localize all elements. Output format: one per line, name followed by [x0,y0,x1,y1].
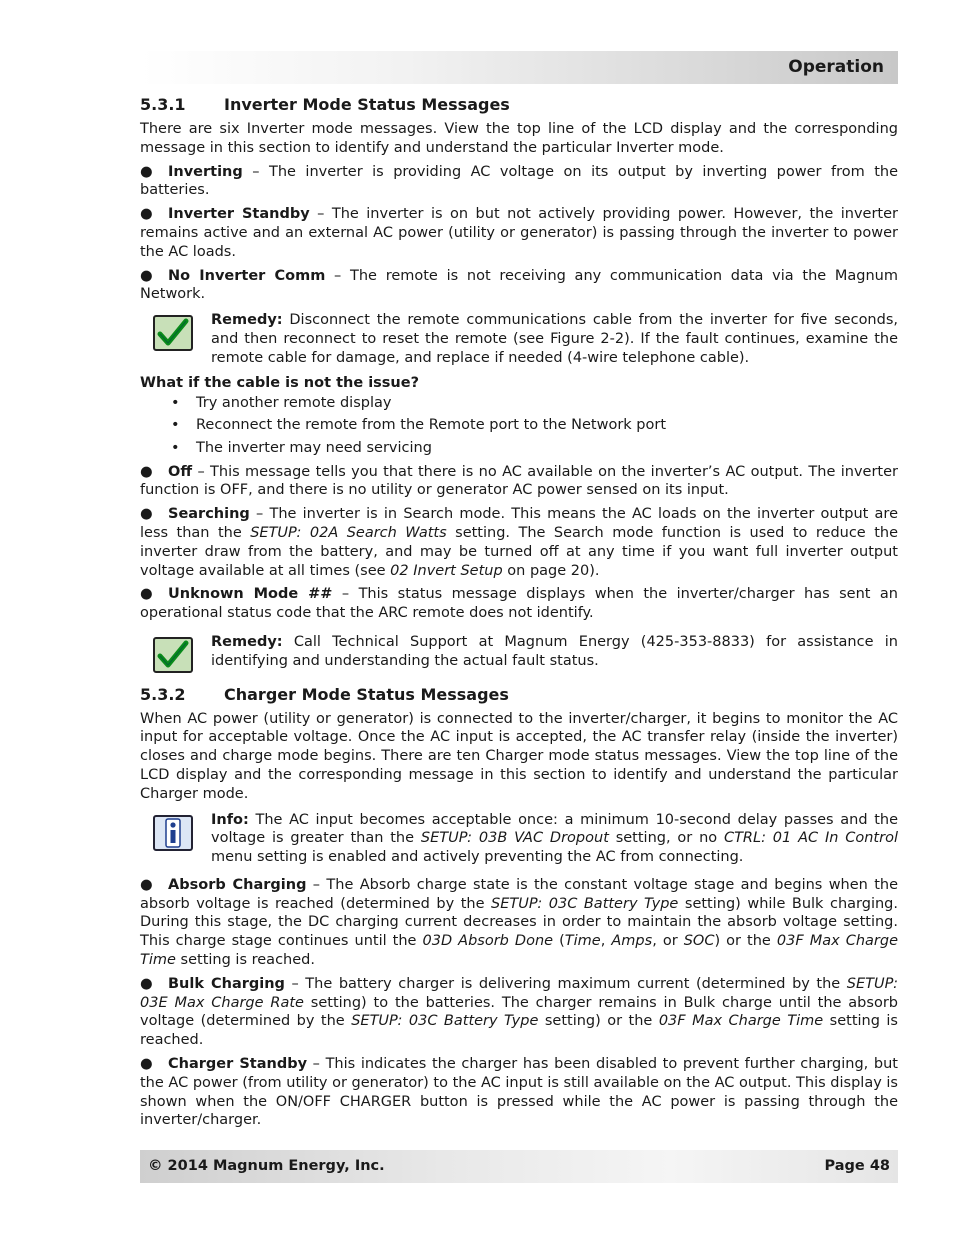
page-header [140,51,898,84]
footer-page-number: Page 48 [824,1158,890,1174]
bullet-unknown-mode: ● Unknown Mode ## – This status message displays when the inverter/charger has sent an operational status code that the ARC remote does not identify. [140,586,898,622]
sub-list [140,394,898,458]
bullet-inverter-standby: ● Inverter Standby – The inverter is on but not actively providing power. However, the inverter remains active and an external AC power (utility or generator) is passing through the inverter to power the AC loads. [140,206,899,260]
section1-intro: There are six Inverter mode messages. View the top line of the LCD display and the corresponding message in this section to identify and understand the particular Inverter mode. [140,121,898,156]
remedy-note-2: Remedy: Call Technical Support at Magnum Energy (425-353-8833) for assistance in identifying and understanding the actual fault status. [140,633,898,671]
section-heading-5-3-1: 5.3.1 Inverter Mode Status Messages [140,95,510,114]
header-title: Operation [788,57,884,77]
checkmark-icon [153,315,193,351]
remedy-note-1: Remedy: Disconnect the remote communications cable from the inverter for five seconds, and then reconnect to reset the remote (see Figure 2-2). If the fault continues, examine the remote cable for damage, and replace if needed (4-wire telephone cable). [140,311,898,367]
section2-intro: When AC power (utility or generator) is connected to the inverter/charger, it begins to monitor the AC input for acceptable voltage. Once the AC input is accepted, the AC transfer relay (inside the inverter) closes and charge mode begins. There are ten Charger mode status messages. View the top line of the LCD display and the corresponding message in this section to identify and understand the particular Charger mode. [140,710,898,802]
list-item: • Reconnect the remote from the Remote port to the Network port [171,417,667,434]
bullet-charger-standby: ● Charger Standby – This indicates the charger has been disabled to prevent further charging, but the AC power (from utility or generator) to the AC input is still available on the AC output. This display is shown when the ON/OFF CHARGER button is pressed while the AC power is passing through the inverter/charger. [140,1056,898,1129]
info-icon [153,815,193,851]
bullet-bulk-charging: ● Bulk Charging – The battery charger is delivering maximum current (determined by the SETUP: 03E Max Charge Rate setting) to the batteries. The charger remains in Bulk charge until the absorb voltage (determined by the SETUP: 03C Battery Type setting) or the 03F Max Charge Time setting is reached. [140,975,898,1049]
question-heading: What if the cable is not the issue? [140,374,420,391]
bullet-off: ● Off – This message tells you that there is no AC available on the inverter’s AC output. The inverter function is OFF, and there is no utility or generator AC power sensed on its input. [140,463,898,499]
bullet-inverting: ● Inverting – The inverter is providing AC voltage on its output by inverting power from the batteries. [140,163,898,199]
list-item: • The inverter may need servicing [171,439,432,456]
info-note: Info: The AC input becomes acceptable once: a minimum 10-second delay passes and the voltage is greater than the SETUP: 03B VAC Dropout setting, or no CTRL: 01 AC In Control menu setting is enabled and actively preventing the AC from connecting. [140,811,898,867]
page-content [140,93,898,1130]
bullet-absorb-charging: ● Absorb Charging – The Absorb charge state is the constant voltage stage and begins when the absorb voltage is reached (determined by the SETUP: 03C Battery Type setting) while Bulk charging. During this stage, the DC charging current decreases in order to maintain the absorb voltage setting. This charge stage continues until the 03D Absorb Done (Time, Amps, or SOC) or the 03F Max Charge Time setting is reached. [140,876,899,969]
page-footer [140,1150,898,1183]
bullet-no-inverter-comm: ● No Inverter Comm – The remote is not receiving any communication data via the Magnum Network. [140,267,898,303]
bullet-searching: ● Searching – The inverter is in Search mode. This means the AC loads on the inverter output are less than the SETUP: 02A Search Watts setting. The Search mode function is used to reduce the inverter draw from the battery, and may be turned off at any time if you want full inverter output voltage available at all times (see 02 Invert Setup on page 20). [140,506,898,579]
checkmark-icon [153,637,193,673]
footer-copyright: © 2014 Magnum Energy, Inc. [148,1158,385,1174]
list-item: • Try another remote display [171,394,392,411]
section-heading-5-3-2: 5.3.2 Charger Mode Status Messages [140,684,509,704]
